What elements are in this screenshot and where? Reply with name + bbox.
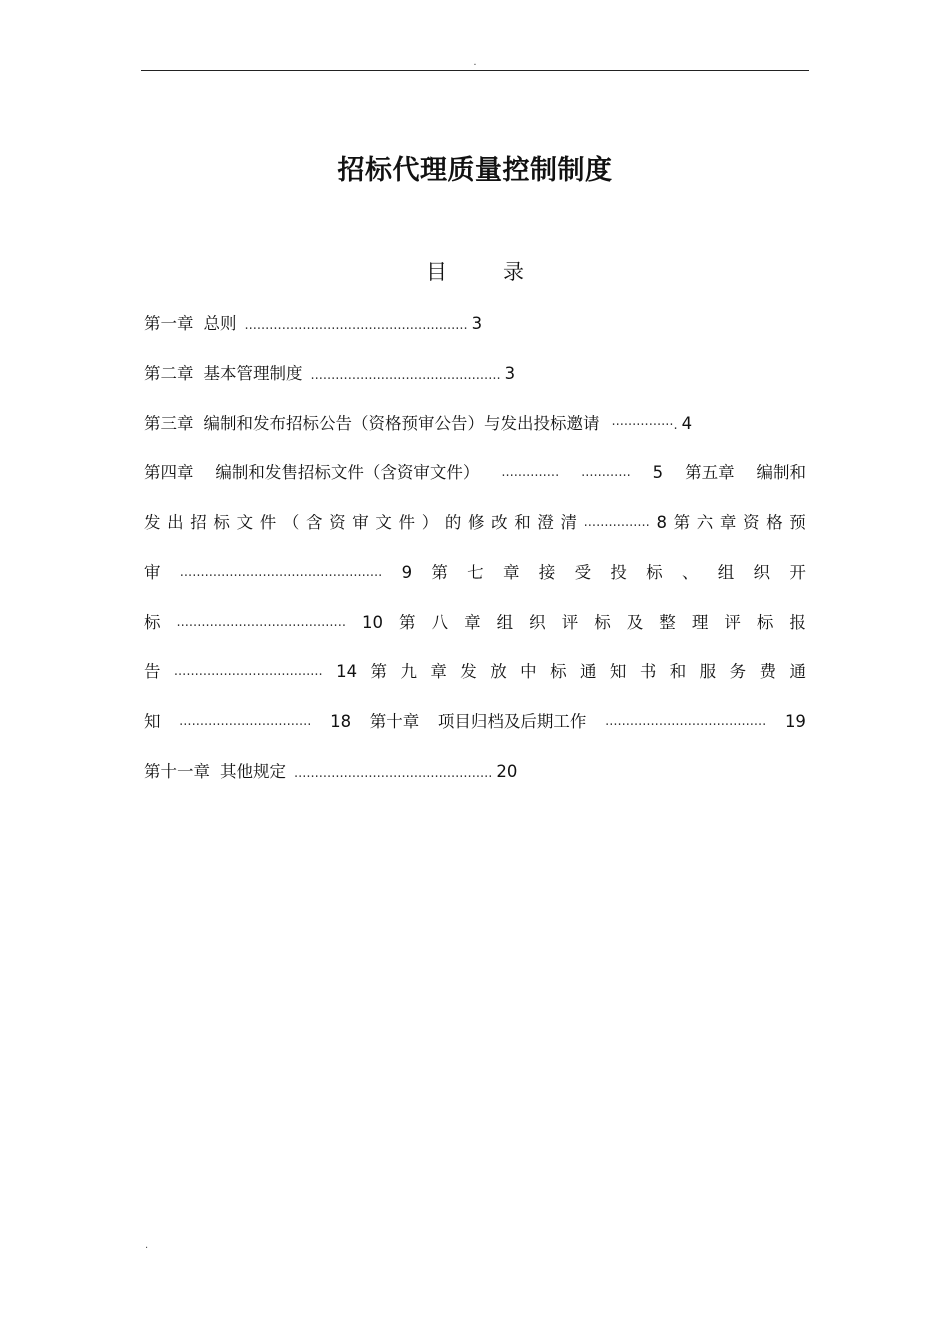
header-rule (141, 70, 809, 71)
toc-char: 务 (729, 662, 747, 681)
toc-leader: ................................................ (294, 766, 493, 781)
toc-char: 文 (236, 513, 254, 532)
toc-label: 编制和 (756, 463, 806, 482)
toc-label: 编制和发售招标文件（含资审文件） (215, 463, 480, 482)
toc-char: 组 (496, 613, 514, 632)
toc-entry-1[interactable] (144, 312, 482, 336)
toc-char: 含 (305, 513, 323, 532)
toc-char: 报 (789, 613, 806, 632)
toc-char: 改 (491, 513, 508, 532)
toc-page: 3 (471, 314, 483, 333)
toc-char: 告 (144, 662, 161, 681)
toc-page: 9 (401, 563, 413, 582)
document-title: 招标代理质量控制制度 (337, 155, 613, 186)
toc-char: 第 (431, 563, 448, 582)
toc-chapter: 第四章 (144, 463, 194, 482)
toc-char: 澄 (537, 513, 554, 532)
toc-char: 章 (464, 613, 481, 632)
toc-char: 修 (467, 513, 485, 532)
toc-page: 4 (681, 414, 693, 433)
toc-char: 投 (610, 563, 627, 582)
toc-chapter: 第二章 (144, 364, 194, 383)
toc-char: 审 (352, 513, 369, 532)
toc-leader: ....................................... (605, 714, 767, 729)
toc-leader: .............. (501, 465, 560, 480)
toc-char: 开 (789, 563, 806, 582)
toc-leader: ................................................. (179, 565, 383, 580)
toc-char: 第 (370, 662, 388, 681)
toc-heading (0, 256, 950, 286)
toc-char: （ (282, 513, 300, 532)
toc-leader: .............................................. (310, 368, 501, 383)
toc-char: 件 (259, 513, 277, 532)
toc-page: 8 (656, 513, 667, 532)
toc-char: ） (421, 513, 439, 532)
toc-page: 20 (496, 762, 518, 781)
toc-entry-11[interactable] (144, 760, 517, 784)
toc-page: 3 (504, 364, 516, 383)
toc-char: 评 (561, 613, 579, 632)
toc-label: 基本管理制度 (203, 364, 303, 383)
toc-line-9[interactable] (144, 710, 806, 734)
toc-page: 18 (330, 712, 352, 731)
toc-label: 编制和发布招标公告（资格预审公告）与发出投标邀请 (203, 414, 600, 433)
toc-line-7[interactable] (144, 611, 806, 635)
toc-char: 接 (538, 563, 556, 582)
toc-char: 审 (144, 563, 161, 582)
toc-char: 中 (520, 662, 537, 681)
toc-char: 、 (681, 563, 699, 582)
toc-char: 和 (514, 513, 531, 532)
toc-char: 费 (759, 662, 777, 681)
toc-char: 发 (144, 513, 161, 532)
toc-leader: ···············. (611, 418, 678, 433)
toc-char: 清 (560, 513, 578, 532)
toc-leader: ......................................... (176, 615, 346, 630)
toc-page: 14 (336, 662, 358, 681)
toc-char: 标 (594, 613, 611, 632)
toc-leader: ............ (581, 465, 631, 480)
toc-char: 受 (574, 563, 592, 582)
toc-leader: ................ (583, 515, 650, 530)
toc-entry-2[interactable] (144, 362, 515, 386)
toc-char: 标 (646, 563, 663, 582)
toc-chapter: 第十章 (369, 712, 420, 731)
footer-mark: . (145, 1240, 149, 1251)
toc-leader: .................................... (173, 664, 323, 679)
toc-chapter: 第三章 (144, 414, 194, 433)
toc-leader: ................................ (179, 714, 312, 729)
toc-line-5[interactable] (144, 511, 806, 535)
toc-char: 招 (190, 513, 207, 532)
toc-char: 织 (529, 613, 546, 632)
toc-page: 19 (784, 712, 806, 731)
toc-char: 和 (669, 662, 687, 681)
toc-char: 章 (430, 662, 447, 681)
toc-char: 七 (467, 563, 484, 582)
toc-char: 知 (144, 712, 161, 731)
toc-page: 5 (652, 463, 664, 482)
toc-char: 六 (696, 513, 714, 532)
toc-line-8[interactable] (144, 660, 806, 684)
toc-char: 资 (329, 513, 346, 532)
toc-char: 标 (550, 662, 567, 681)
toc-chapter: 第十一章 (144, 762, 210, 781)
toc-line-6[interactable] (144, 561, 806, 585)
toc-char: 通 (579, 662, 597, 681)
toc-char: 标 (144, 613, 161, 632)
toc-char: 理 (691, 613, 709, 632)
toc-char: 章 (719, 513, 737, 532)
toc-char: 资 (743, 513, 760, 532)
toc-char: 评 (724, 613, 741, 632)
toc-char: 九 (400, 662, 417, 681)
toc-char: 件 (398, 513, 416, 532)
toc-char: 出 (167, 513, 184, 532)
toc-char: 知 (609, 662, 627, 681)
toc-page: 10 (362, 613, 383, 632)
toc-char: 八 (431, 613, 449, 632)
toc-heading-right: 录 (503, 260, 524, 284)
toc-char: 的 (444, 513, 462, 532)
toc-leader: ...................................................... (244, 318, 468, 333)
toc-char: 织 (753, 563, 771, 582)
toc-char: 整 (659, 613, 676, 632)
toc-entry-3[interactable] (144, 412, 692, 436)
toc-label: 总则 (203, 314, 237, 333)
toc-char: 章 (502, 563, 520, 582)
toc-char: 及 (626, 613, 644, 632)
toc-char: 书 (639, 662, 657, 681)
toc-char: 组 (717, 563, 735, 582)
toc-char: 放 (490, 662, 507, 681)
toc-chapter: 第五章 (685, 463, 735, 482)
toc-label: 项目归档及后期工作 (437, 712, 587, 731)
toc-char: 标 (213, 513, 230, 532)
toc-char: 预 (789, 513, 806, 532)
toc-char: 文 (375, 513, 392, 532)
toc-char: 第 (399, 613, 416, 632)
toc-char: 标 (756, 613, 774, 632)
toc-char: 通 (789, 662, 806, 681)
toc-label: 其他规定 (220, 762, 286, 781)
toc-char: 格 (766, 513, 783, 532)
toc-char: 发 (460, 662, 477, 681)
toc-chapter: 第一章 (144, 314, 194, 333)
toc-line-4[interactable] (144, 461, 806, 485)
toc-char: 服 (699, 662, 717, 681)
toc-char: 第 (673, 513, 691, 532)
header-mark: . (473, 57, 477, 68)
toc-heading-left: 目 (426, 260, 447, 284)
